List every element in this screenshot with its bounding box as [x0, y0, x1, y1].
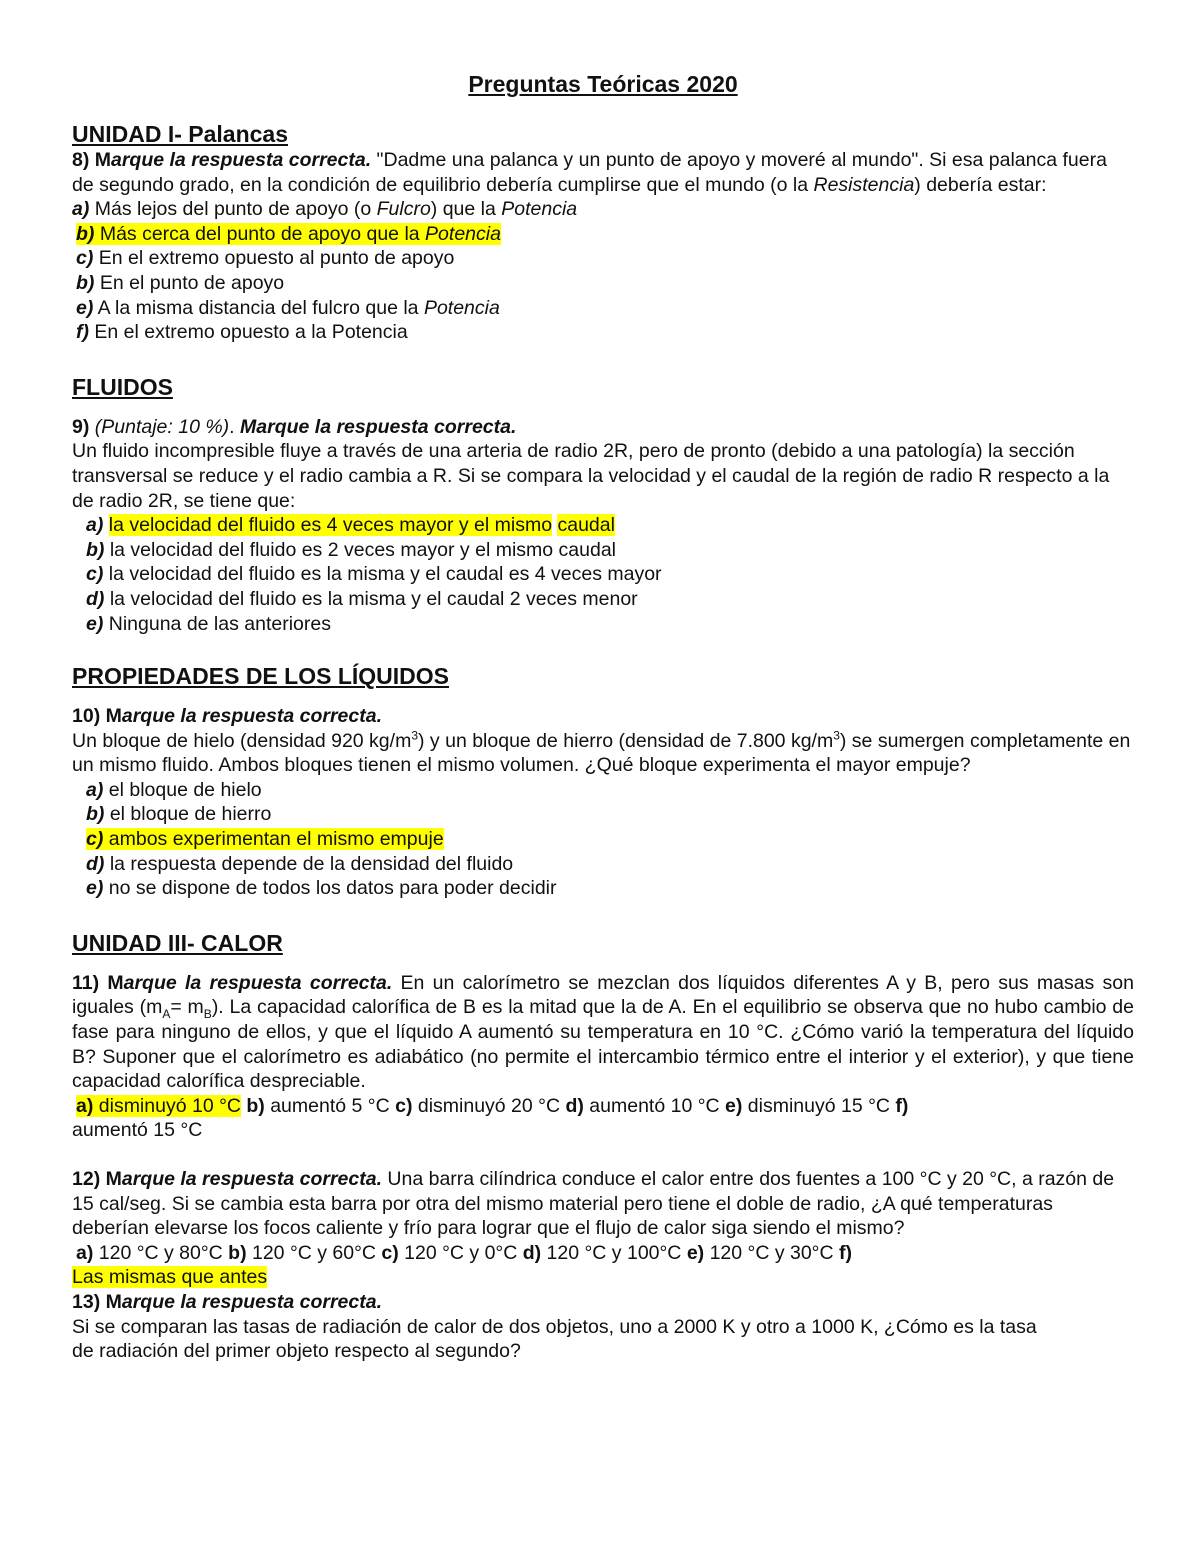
question-instruction: arque la respuesta correcta. [121, 705, 382, 728]
question-10-text [72, 729, 1134, 778]
option-text-italic: Potencia [501, 198, 578, 221]
option-text: el bloque de hierro [109, 803, 272, 826]
option-text: 120 °C y 30°C [704, 1241, 839, 1264]
option-label: b) [86, 803, 105, 826]
question-text: ). La capacidad calorífica de B es la mitad que la de A. En el equilibrio se observa que no hubo cambio de fase para ninguno de ellos, y que el líquido A aumentó su temperatura en 10 °C. ¿Cómo varió la temperatura del líquido B? Suponer que el calorímetro es adiabático (no permite el intercambio térmico entre el interior y el exterior), y que tiene capacidad calorífica despreciable. [72, 996, 1135, 1093]
option-text: la velocidad del fluido es la misma y el caudal es 4 veces mayor [108, 563, 662, 586]
option-text: 120 °C y 80°C [93, 1241, 229, 1264]
question-number: 10) M [72, 705, 122, 728]
question-text: = m [170, 996, 204, 1019]
highlight [76, 1095, 241, 1117]
subscript: A [162, 1007, 171, 1022]
option-label: c) [381, 1241, 399, 1264]
option-label: c) [86, 828, 104, 851]
question-text: En un calorímetro se mezclan dos líquidos diferentes A y B, pero sus masas son iguales (m [72, 971, 1134, 1019]
question-11-option-f-text: aumentó 15 °C [72, 1119, 203, 1142]
option-d [72, 852, 1134, 877]
option-label: a) [86, 514, 104, 537]
question-text: ) y un bloque de hierro (densidad de 7.800 kg/m [418, 729, 834, 752]
section-heading-fluidos: FLUIDOS [72, 373, 173, 400]
option-label: e) [76, 296, 94, 319]
option-label: c) [86, 563, 104, 586]
section-heading-calor: UNIDAD III- CALOR [72, 929, 283, 956]
option-text: 120 °C y 60°C [246, 1241, 382, 1264]
option-label: e) [86, 612, 104, 635]
option-text: En el punto de apoyo [94, 271, 285, 294]
option-text: ) que la [430, 198, 502, 221]
option-label: f) [895, 1094, 909, 1117]
option-label: a) [86, 778, 104, 801]
question-12-options [72, 1241, 1134, 1266]
question-instruction: Marque la respuesta correcta. [240, 415, 517, 438]
question-13-text: Si se comparan las tasas de radiación de calor de dos objetos, uno a 2000 K y otro a 1000 K, ¿Cómo es la tasa de radiación del primer objeto respecto al segundo? [72, 1315, 1037, 1363]
option-text: aumentó 10 °C [583, 1094, 726, 1117]
option-text: la velocidad del fluido es la misma y el caudal 2 veces menor [109, 587, 638, 610]
option-label: b) [246, 1094, 265, 1117]
question-instruction: arque la respuesta correcta. [121, 1168, 382, 1190]
option-label: c) [395, 1094, 413, 1117]
question-number: 8) M [72, 149, 111, 171]
option-text: 120 °C y 100°C [541, 1241, 687, 1264]
option-text: Más lejos del punto de apoyo (o [89, 198, 377, 221]
option-label: a) [72, 198, 90, 221]
option-text: A la misma distancia del fulcro que la [93, 296, 424, 319]
option-text-italic: Potencia [425, 222, 501, 245]
option-text: disminuyó 15 °C [742, 1094, 896, 1117]
option-e [72, 612, 1134, 637]
question-text: Una barra cilíndrica conduce el calor entre dos fuentes a 100 °C y 20 °C, a razón de 15 cal/seg. Si se cambia esta barra por otra del mismo material pero tiene el doble de radio, ¿A qué temperaturas deberían elevarse los focos caliente y frío para lograr que el flujo de calor siga siendo el mismo? [72, 1168, 1115, 1240]
option-label: e) [686, 1241, 705, 1264]
question-10-header [72, 704, 1134, 729]
question-text: "Dadme una palanca y un punto de apoyo y moveré al mundo". Si esa palanca fuera de segundo grado, en la condición de equilibrio debería cumplirse que el mundo (o la [72, 149, 1107, 196]
question-number: 12) M [72, 1168, 122, 1190]
option-text-italic: Fulcro [376, 198, 431, 221]
option-text: Más cerca del punto de apoyo que la [94, 222, 426, 245]
option-label: f) [76, 321, 89, 344]
question-11 [72, 971, 1134, 1094]
option-text: la velocidad del fluido es 2 veces mayor y el mismo caudal [109, 538, 616, 561]
option-text: En el extremo opuesto a la Potencia [89, 321, 408, 344]
option-a [72, 197, 1134, 222]
question-12 [72, 1167, 1134, 1241]
question-instruction: arque la respuesta correcta. [123, 971, 393, 994]
option-label: b) [86, 538, 105, 561]
option-text: ambos experimentan el mismo empuje [108, 828, 444, 851]
option-label: d) [86, 587, 105, 610]
highlight [76, 223, 501, 245]
option-c [72, 562, 1134, 587]
page-title: Preguntas Teóricas 2020 [468, 71, 738, 97]
option-a-correct [72, 513, 1134, 538]
option-label: b) [228, 1241, 247, 1264]
highlight [86, 828, 444, 850]
question-9-header [72, 415, 1134, 440]
option-label: a) [76, 1094, 94, 1117]
document-page [72, 70, 1134, 1364]
question-instruction: arque la respuesta correcta. [121, 1290, 382, 1313]
option-label: a) [76, 1241, 94, 1264]
option-c-correct [72, 827, 1134, 852]
option-b [72, 538, 1134, 563]
option-text: aumentó 5 °C [264, 1094, 396, 1117]
option-text: En el extremo opuesto al punto de apoyo [93, 247, 455, 270]
option-text: disminuyó 10 °C [98, 1094, 241, 1117]
option-text: caudal [557, 514, 615, 537]
question-13-header [72, 1290, 1134, 1315]
superscript: 3 [411, 728, 419, 743]
question-9-text: Un fluido incompresible fluye a través de una arteria de radio 2R, pero de pronto (debido a una patología) la sección transversal se reduce y el radio cambia a R. Si se compara la velocidad y el caudal de la región de radio R respecto a la de radio 2R, se tiene que: [72, 440, 1110, 512]
option-label: d) [522, 1241, 542, 1264]
option-label: b) [76, 222, 95, 245]
option-text: Las mismas que antes [72, 1266, 268, 1289]
option-text-italic: Potencia [423, 296, 500, 319]
section-heading-liquidos: PROPIEDADES DE LOS LÍQUIDOS [72, 663, 449, 690]
superscript: 3 [833, 728, 840, 743]
option-text: no se dispone de todos los datos para poder decidir [108, 877, 557, 900]
option-b [72, 802, 1134, 827]
option-label: e) [725, 1094, 743, 1117]
option-a [72, 778, 1134, 803]
question-text: ) se sumergen completamente en un mismo fluido. Ambos bloques tienen el mismo volumen. ¿Qué bloque experimenta el mayor empuje? [72, 729, 1131, 777]
question-text-italic: Resistencia [813, 173, 915, 196]
option-b-correct [72, 222, 1134, 247]
question-score: (Puntaje: 10 %) [94, 415, 230, 438]
section-heading-palancas: UNIDAD I- Palancas [72, 121, 289, 147]
question-text-end: ) debería estar: [914, 173, 1047, 196]
option-e [72, 876, 1134, 901]
option-label: f) [838, 1241, 852, 1264]
option-b2 [72, 271, 1134, 296]
question-instruction: arque la respuesta correcta. [111, 149, 372, 171]
option-c [72, 246, 1134, 271]
option-text: 120 °C y 0°C [398, 1241, 523, 1264]
question-11-options [72, 1094, 1134, 1119]
question-number: 13) M [72, 1290, 122, 1313]
option-label: d) [565, 1094, 584, 1117]
option-text: disminuyó 20 °C [412, 1094, 566, 1117]
subscript: B [203, 1007, 212, 1022]
option-e [72, 296, 1134, 321]
option-text: Ninguna de las anteriores [108, 612, 331, 635]
option-label: b) [76, 271, 95, 294]
option-text: el bloque de hielo [108, 778, 262, 801]
option-d [72, 587, 1134, 612]
question-number: 11) M [72, 971, 124, 994]
question-8 [72, 148, 1134, 197]
option-label: c) [76, 247, 94, 270]
option-text: la respuesta depende de la densidad del fluido [109, 852, 514, 875]
question-text: Un bloque de hielo (densidad 920 kg/m [72, 729, 412, 752]
question-separator: . [229, 415, 241, 438]
option-label: d) [86, 852, 105, 875]
option-f [72, 320, 1134, 345]
question-number: 9) [72, 415, 90, 438]
option-text: la velocidad del fluido es 4 veces mayor y el mismo [108, 514, 553, 537]
question-12-option-f-correct [72, 1265, 1134, 1290]
option-label: e) [86, 877, 104, 900]
